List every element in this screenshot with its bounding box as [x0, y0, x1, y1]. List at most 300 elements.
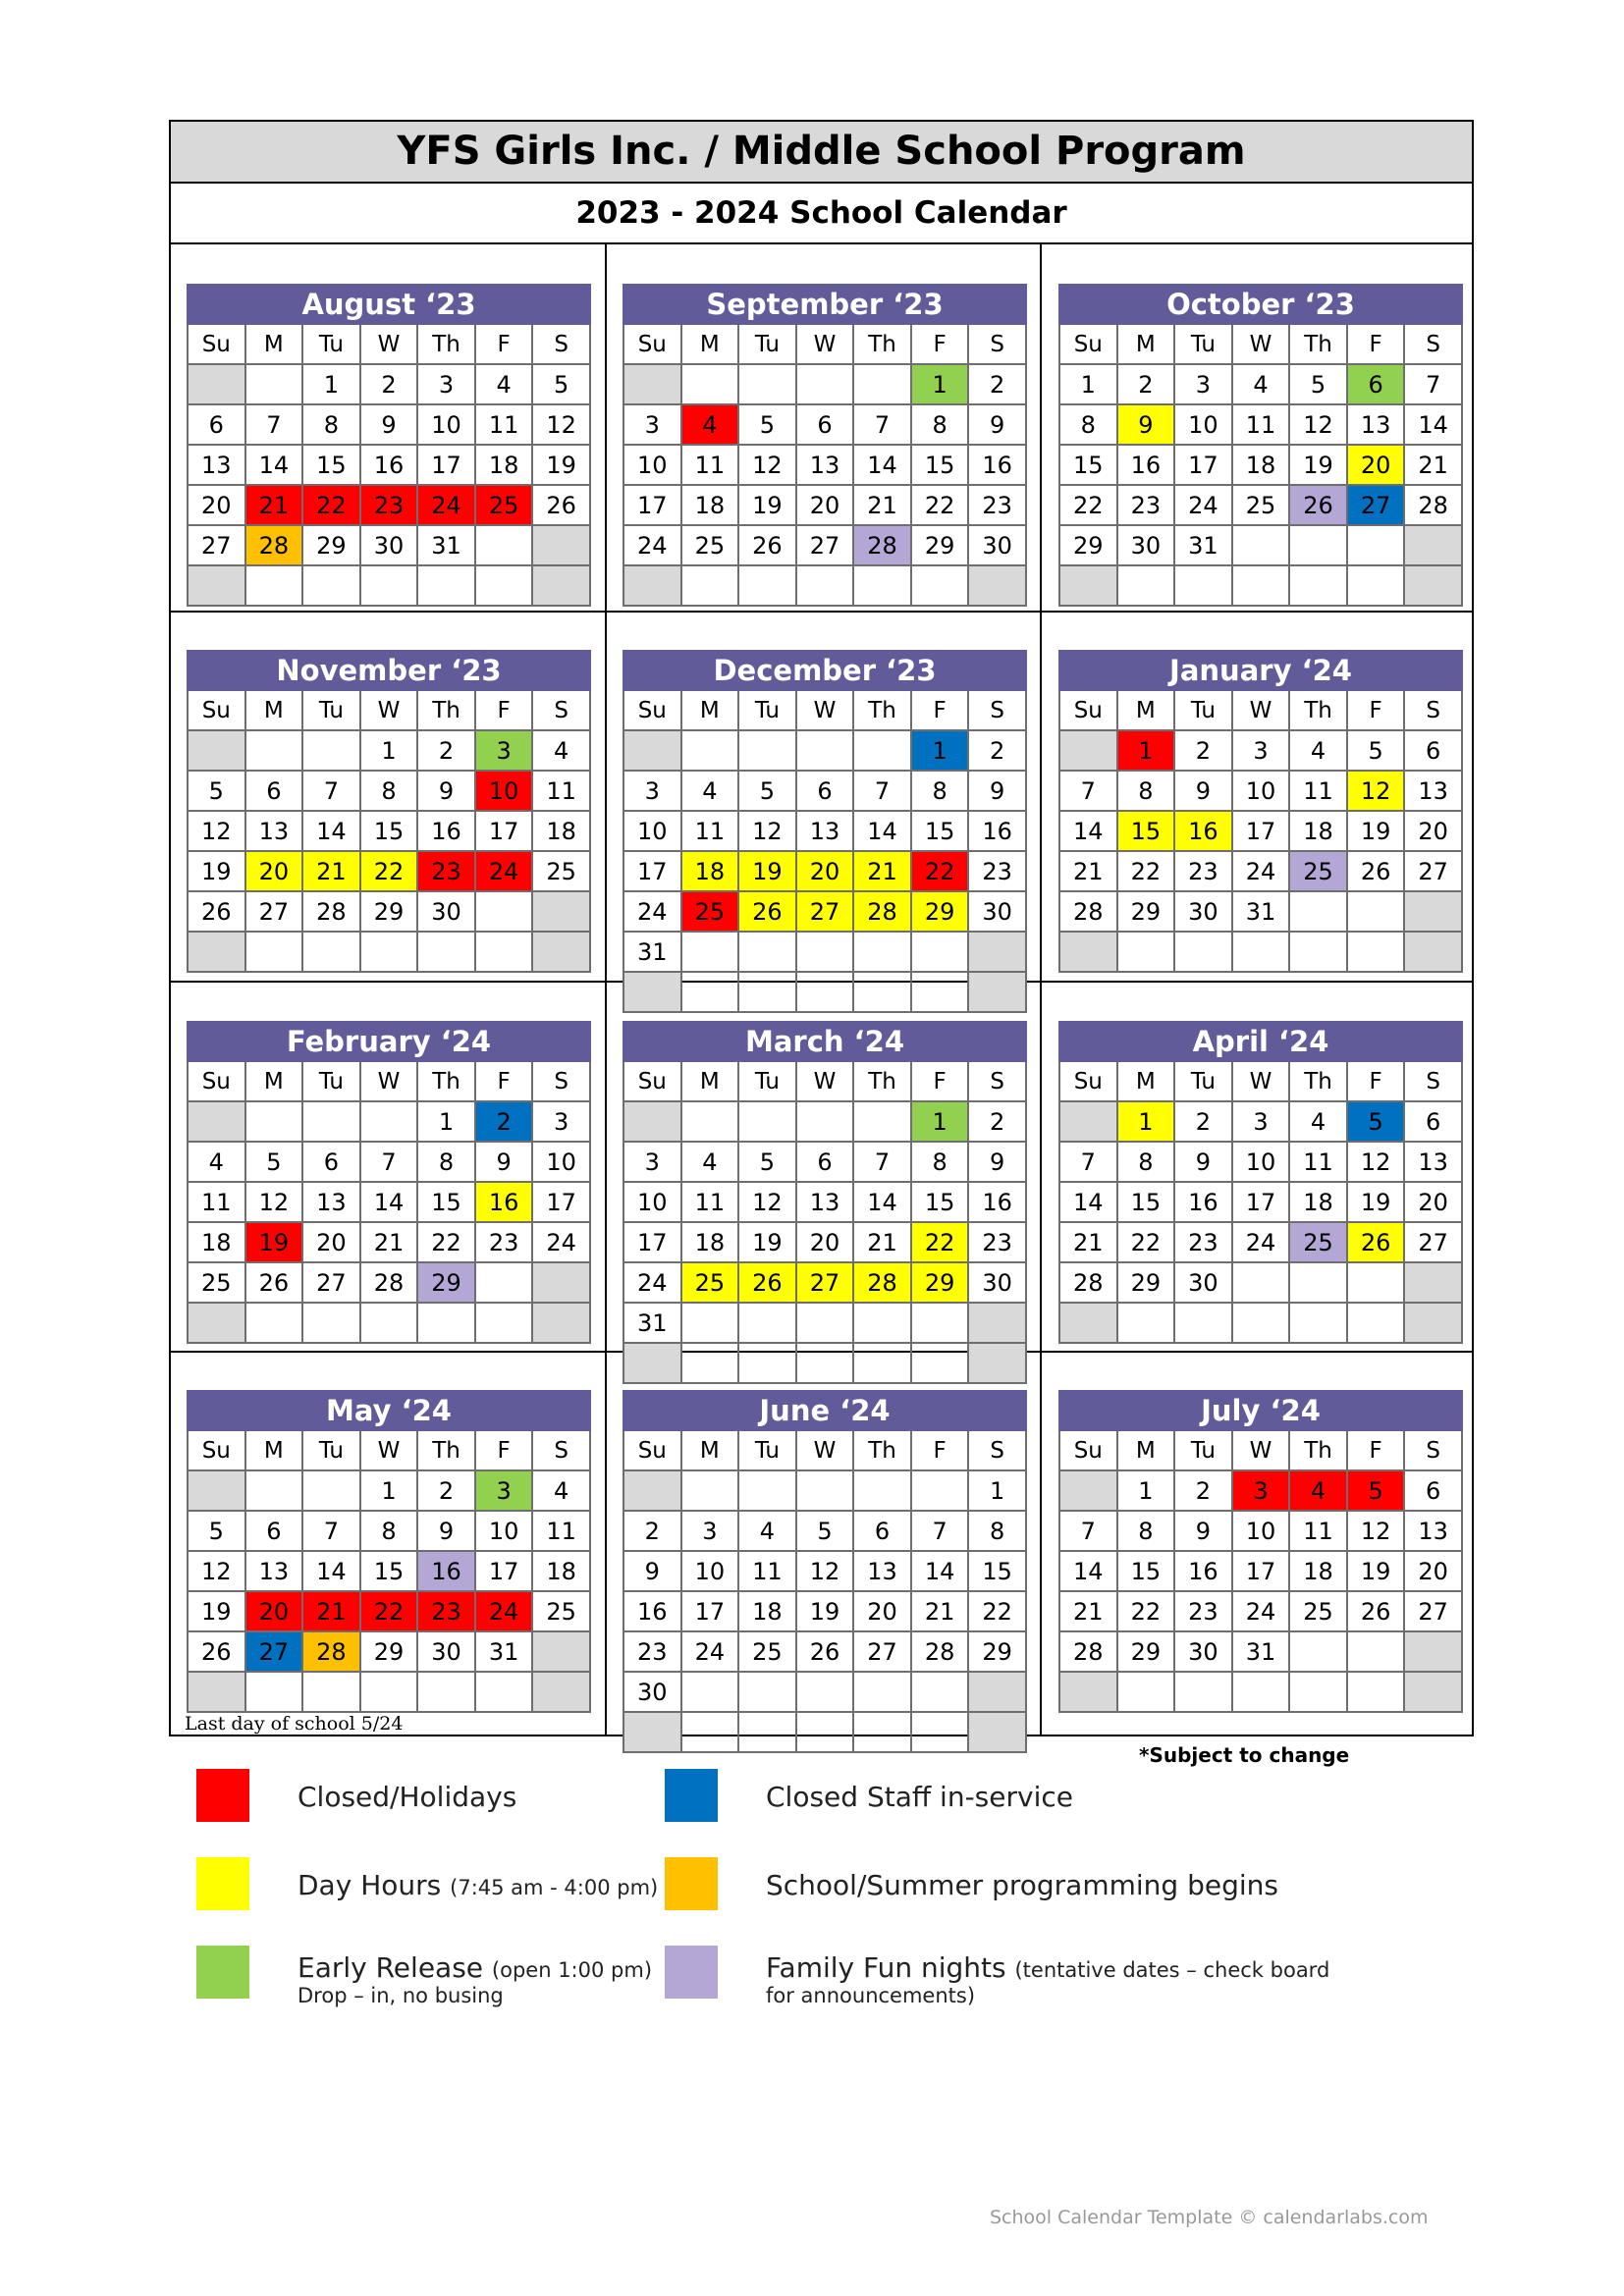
- empty-day-cell: [738, 972, 796, 1012]
- day-cell: 15: [1117, 1182, 1175, 1222]
- day-cell: 23: [417, 851, 475, 891]
- day-cell: 26: [1347, 851, 1405, 891]
- empty-day-cell: [302, 932, 360, 972]
- empty-day-cell: [623, 1712, 681, 1752]
- weekday-header: Su: [623, 1430, 681, 1470]
- day-cell: 27: [796, 1262, 854, 1303]
- day-cell: 8: [1117, 1142, 1175, 1182]
- day-cell: 24: [623, 525, 681, 565]
- day-cell: 21: [302, 851, 360, 891]
- day-cell: 10: [623, 1182, 681, 1222]
- day-cell: 23: [1174, 1591, 1232, 1631]
- empty-day-cell: [853, 1343, 911, 1383]
- empty-day-cell: [1289, 1631, 1347, 1672]
- weekday-header: S: [968, 1430, 1026, 1470]
- weekday-header: Su: [623, 690, 681, 730]
- day-cell: 13: [796, 1182, 854, 1222]
- day-cell: 8: [360, 1511, 418, 1551]
- day-cell: 28: [1059, 1262, 1117, 1303]
- weekday-header: W: [1232, 690, 1290, 730]
- empty-day-cell: [623, 565, 681, 606]
- day-cell: 25: [188, 1262, 245, 1303]
- month-calendar: [1058, 1390, 1463, 1713]
- empty-day-cell: [738, 1470, 796, 1511]
- weekday-header: Su: [188, 1430, 245, 1470]
- day-cell: 23: [1174, 851, 1232, 891]
- day-cell: 26: [738, 1262, 796, 1303]
- empty-day-cell: [1347, 932, 1405, 972]
- empty-day-cell: [738, 1343, 796, 1383]
- day-cell: 3: [1232, 730, 1290, 771]
- legend-swatch-family-fun: [665, 1946, 718, 1999]
- day-cell: 24: [1232, 1222, 1290, 1262]
- day-cell: 29: [911, 891, 969, 932]
- empty-day-cell: [1404, 525, 1462, 565]
- empty-day-cell: [681, 1672, 739, 1712]
- day-cell: 2: [968, 1101, 1026, 1142]
- legend-label: Day Hours: [298, 1869, 442, 1901]
- empty-day-cell: [1347, 1262, 1405, 1303]
- weekday-header: Tu: [1174, 324, 1232, 364]
- day-cell: 18: [681, 851, 739, 891]
- day-cell: 15: [911, 445, 969, 485]
- empty-day-cell: [738, 1712, 796, 1752]
- day-cell: 8: [911, 1142, 969, 1182]
- empty-day-cell: [475, 932, 533, 972]
- day-cell: 14: [1404, 404, 1462, 445]
- day-cell: 20: [796, 851, 854, 891]
- empty-day-cell: [623, 364, 681, 404]
- day-cell: 11: [681, 445, 739, 485]
- day-cell: 25: [1289, 1222, 1347, 1262]
- day-cell: 15: [911, 1182, 969, 1222]
- day-cell: 9: [968, 404, 1026, 445]
- day-cell: 28: [360, 1262, 418, 1303]
- day-cell: 12: [532, 404, 590, 445]
- day-cell: 27: [188, 525, 245, 565]
- day-cell: 18: [532, 1551, 590, 1591]
- weekday-header: Tu: [302, 324, 360, 364]
- day-cell: 20: [1404, 1551, 1462, 1591]
- empty-day-cell: [188, 565, 245, 606]
- empty-day-cell: [1347, 565, 1405, 606]
- day-cell: 30: [623, 1672, 681, 1712]
- day-cell: 28: [245, 525, 303, 565]
- day-cell: 9: [417, 771, 475, 811]
- day-cell: 22: [1117, 1222, 1175, 1262]
- day-cell: 13: [245, 1551, 303, 1591]
- day-cell: 23: [1174, 1222, 1232, 1262]
- weekday-header: M: [245, 1061, 303, 1101]
- weekday-header: W: [1232, 324, 1290, 364]
- day-cell: 31: [1174, 525, 1232, 565]
- day-cell: 4: [681, 771, 739, 811]
- month-title: August ‘23: [188, 285, 590, 324]
- day-cell: 7: [1059, 1142, 1117, 1182]
- day-cell: 21: [1404, 445, 1462, 485]
- day-cell: 22: [1117, 851, 1175, 891]
- day-cell: 16: [1174, 811, 1232, 851]
- day-cell: 21: [360, 1222, 418, 1262]
- day-cell: 11: [188, 1182, 245, 1222]
- weekday-header: W: [796, 324, 854, 364]
- weekday-header: Tu: [302, 1061, 360, 1101]
- day-cell: 8: [968, 1511, 1026, 1551]
- day-cell: 17: [532, 1182, 590, 1222]
- day-cell: 4: [681, 1142, 739, 1182]
- empty-day-cell: [1289, 891, 1347, 932]
- day-cell: 10: [1174, 404, 1232, 445]
- empty-day-cell: [681, 1712, 739, 1752]
- day-cell: 6: [302, 1142, 360, 1182]
- day-cell: 25: [1289, 1591, 1347, 1631]
- empty-day-cell: [738, 730, 796, 771]
- empty-day-cell: [968, 565, 1026, 606]
- day-cell: 19: [738, 851, 796, 891]
- day-cell: 16: [1117, 445, 1175, 485]
- day-cell: 3: [681, 1511, 739, 1551]
- day-cell: 24: [417, 485, 475, 525]
- day-cell: 12: [738, 811, 796, 851]
- day-cell: 9: [1174, 1511, 1232, 1551]
- day-cell: 24: [475, 1591, 533, 1631]
- day-cell: 5: [188, 771, 245, 811]
- day-cell: 6: [1347, 364, 1405, 404]
- day-cell: 6: [1404, 1101, 1462, 1142]
- day-cell: 27: [853, 1631, 911, 1672]
- day-cell: 30: [1174, 1631, 1232, 1672]
- empty-day-cell: [911, 932, 969, 972]
- day-cell: 10: [417, 404, 475, 445]
- day-cell: 17: [1232, 811, 1290, 851]
- day-cell: 11: [1289, 1142, 1347, 1182]
- day-cell: 21: [302, 1591, 360, 1631]
- day-cell: 4: [1289, 1470, 1347, 1511]
- day-cell: 14: [360, 1182, 418, 1222]
- day-cell: 18: [1232, 445, 1290, 485]
- day-cell: 25: [1289, 851, 1347, 891]
- weekday-header: Su: [188, 690, 245, 730]
- empty-day-cell: [1347, 1672, 1405, 1712]
- empty-day-cell: [1289, 1672, 1347, 1712]
- day-cell: 29: [1059, 525, 1117, 565]
- empty-day-cell: [1404, 1303, 1462, 1343]
- weekday-header: Tu: [1174, 1430, 1232, 1470]
- day-cell: 27: [245, 891, 303, 932]
- day-cell: 10: [623, 445, 681, 485]
- empty-day-cell: [1289, 932, 1347, 972]
- empty-day-cell: [911, 972, 969, 1012]
- legend-detail: (7:45 am - 4:00 pm): [450, 1876, 659, 1899]
- day-cell: 2: [417, 730, 475, 771]
- weekday-header: Su: [188, 324, 245, 364]
- weekday-header: S: [532, 1061, 590, 1101]
- weekday-header: F: [911, 690, 969, 730]
- day-cell: 18: [188, 1222, 245, 1262]
- empty-day-cell: [1059, 932, 1117, 972]
- day-cell: 18: [681, 485, 739, 525]
- day-cell: 5: [1347, 1101, 1405, 1142]
- weekday-header: Tu: [738, 1430, 796, 1470]
- weekday-header: F: [475, 324, 533, 364]
- month-title: September ‘23: [623, 285, 1026, 324]
- day-cell: 31: [1232, 1631, 1290, 1672]
- empty-day-cell: [681, 1470, 739, 1511]
- empty-day-cell: [1289, 1303, 1347, 1343]
- day-cell: 2: [417, 1470, 475, 1511]
- day-cell: 26: [532, 485, 590, 525]
- day-cell: 26: [245, 1262, 303, 1303]
- day-cell: 13: [1347, 404, 1405, 445]
- weekday-header: M: [681, 690, 739, 730]
- weekday-header: M: [245, 690, 303, 730]
- weekday-header: F: [1347, 1430, 1405, 1470]
- legend-line2: Drop – in, no busing: [298, 1984, 504, 2007]
- day-cell: 19: [532, 445, 590, 485]
- empty-day-cell: [1347, 525, 1405, 565]
- day-cell: 17: [475, 1551, 533, 1591]
- weekday-header: Tu: [302, 690, 360, 730]
- empty-day-cell: [475, 525, 533, 565]
- day-cell: 12: [796, 1551, 854, 1591]
- day-cell: 19: [1289, 445, 1347, 485]
- empty-day-cell: [911, 1712, 969, 1752]
- day-cell: 10: [475, 771, 533, 811]
- month-calendar: [1058, 1021, 1463, 1344]
- day-cell: 30: [417, 1631, 475, 1672]
- day-cell: 24: [1174, 485, 1232, 525]
- day-cell: 8: [1059, 404, 1117, 445]
- legend-swatch-closed: [196, 1769, 249, 1822]
- day-cell: 4: [1289, 1101, 1347, 1142]
- day-cell: 4: [1232, 364, 1290, 404]
- day-cell: 30: [417, 891, 475, 932]
- day-cell: 21: [1059, 1222, 1117, 1262]
- day-cell: 14: [853, 445, 911, 485]
- weekday-header: Th: [417, 1430, 475, 1470]
- day-cell: 15: [1059, 445, 1117, 485]
- day-cell: 8: [1117, 771, 1175, 811]
- empty-day-cell: [968, 1343, 1026, 1383]
- day-cell: 14: [911, 1551, 969, 1591]
- month-title: April ‘24: [1059, 1022, 1462, 1061]
- empty-day-cell: [796, 1470, 854, 1511]
- day-cell: 20: [796, 485, 854, 525]
- empty-day-cell: [738, 565, 796, 606]
- day-cell: 4: [738, 1511, 796, 1551]
- day-cell: 14: [302, 811, 360, 851]
- day-cell: 23: [968, 485, 1026, 525]
- day-cell: 28: [911, 1631, 969, 1672]
- weekday-header: Su: [623, 324, 681, 364]
- day-cell: 21: [853, 1222, 911, 1262]
- day-cell: 17: [623, 851, 681, 891]
- day-cell: 7: [911, 1511, 969, 1551]
- day-cell: 29: [1117, 891, 1175, 932]
- empty-day-cell: [853, 1303, 911, 1343]
- day-cell: 19: [796, 1591, 854, 1631]
- day-cell: 10: [475, 1511, 533, 1551]
- day-cell: 29: [911, 1262, 969, 1303]
- weekday-header: W: [360, 1061, 418, 1101]
- empty-day-cell: [417, 565, 475, 606]
- empty-day-cell: [188, 730, 245, 771]
- month-calendar: [187, 1390, 591, 1713]
- day-cell: 14: [1059, 1182, 1117, 1222]
- day-cell: 9: [1117, 404, 1175, 445]
- empty-day-cell: [188, 1470, 245, 1511]
- empty-day-cell: [681, 730, 739, 771]
- day-cell: 30: [968, 1262, 1026, 1303]
- day-cell: 2: [1174, 730, 1232, 771]
- empty-day-cell: [1404, 1672, 1462, 1712]
- day-cell: 7: [302, 771, 360, 811]
- day-cell: 14: [245, 445, 303, 485]
- weekday-header: Th: [1289, 324, 1347, 364]
- day-cell: 6: [245, 1511, 303, 1551]
- empty-day-cell: [681, 972, 739, 1012]
- day-cell: 27: [796, 891, 854, 932]
- empty-day-cell: [1404, 932, 1462, 972]
- row-divider-1: [171, 611, 1472, 613]
- day-cell: 28: [853, 891, 911, 932]
- day-cell: 9: [360, 404, 418, 445]
- day-cell: 12: [188, 1551, 245, 1591]
- empty-day-cell: [853, 1101, 911, 1142]
- weekday-header: Th: [1289, 1061, 1347, 1101]
- weekday-header: F: [475, 690, 533, 730]
- empty-day-cell: [853, 1712, 911, 1752]
- day-cell: 7: [1404, 364, 1462, 404]
- empty-day-cell: [681, 932, 739, 972]
- empty-day-cell: [302, 1303, 360, 1343]
- empty-day-cell: [623, 1343, 681, 1383]
- day-cell: 14: [1059, 811, 1117, 851]
- day-cell: 4: [188, 1142, 245, 1182]
- empty-day-cell: [475, 891, 533, 932]
- day-cell: 21: [853, 485, 911, 525]
- empty-day-cell: [623, 730, 681, 771]
- empty-day-cell: [360, 1672, 418, 1712]
- day-cell: 17: [1174, 445, 1232, 485]
- day-cell: 19: [188, 1591, 245, 1631]
- empty-day-cell: [853, 364, 911, 404]
- day-cell: 30: [1174, 891, 1232, 932]
- day-cell: 20: [188, 485, 245, 525]
- empty-day-cell: [796, 730, 854, 771]
- weekday-header: Th: [853, 324, 911, 364]
- empty-day-cell: [796, 932, 854, 972]
- day-cell: 5: [1347, 730, 1405, 771]
- empty-day-cell: [681, 1343, 739, 1383]
- empty-day-cell: [360, 1101, 418, 1142]
- weekday-header: F: [911, 1061, 969, 1101]
- legend-label: Closed Staff in-service: [766, 1781, 1073, 1813]
- day-cell: 11: [532, 1511, 590, 1551]
- day-cell: 2: [968, 364, 1026, 404]
- day-cell: 27: [796, 525, 854, 565]
- day-cell: 11: [681, 1182, 739, 1222]
- weekday-header: M: [1117, 1430, 1175, 1470]
- legend-item-closed: [298, 1781, 516, 1813]
- day-cell: 9: [1174, 771, 1232, 811]
- day-cell: 26: [1347, 1222, 1405, 1262]
- month-calendar: [623, 650, 1027, 1013]
- weekday-header: Su: [1059, 690, 1117, 730]
- day-cell: 26: [188, 891, 245, 932]
- day-cell: 26: [1289, 485, 1347, 525]
- empty-day-cell: [417, 1672, 475, 1712]
- empty-day-cell: [1347, 1303, 1405, 1343]
- day-cell: 11: [681, 811, 739, 851]
- empty-day-cell: [796, 1712, 854, 1752]
- weekday-header: Su: [623, 1061, 681, 1101]
- empty-day-cell: [532, 891, 590, 932]
- empty-day-cell: [1059, 1672, 1117, 1712]
- day-cell: 18: [681, 1222, 739, 1262]
- weekday-header: Tu: [302, 1430, 360, 1470]
- empty-day-cell: [188, 364, 245, 404]
- day-cell: 5: [1289, 364, 1347, 404]
- day-cell: 29: [302, 525, 360, 565]
- legend-detail: (open 1:00 pm): [491, 1958, 653, 1982]
- month-title: February ‘24: [188, 1022, 590, 1061]
- day-cell: 30: [360, 525, 418, 565]
- day-cell: 24: [1232, 851, 1290, 891]
- day-cell: 11: [1232, 404, 1290, 445]
- weekday-header: F: [1347, 1061, 1405, 1101]
- month-calendar: [187, 650, 591, 973]
- empty-day-cell: [796, 1101, 854, 1142]
- empty-day-cell: [1059, 1303, 1117, 1343]
- legend-item-day-hours: [298, 1869, 658, 1901]
- weekday-header: W: [360, 690, 418, 730]
- day-cell: 16: [475, 1182, 533, 1222]
- day-cell: 16: [623, 1591, 681, 1631]
- empty-day-cell: [532, 932, 590, 972]
- empty-day-cell: [911, 1470, 969, 1511]
- day-cell: 13: [188, 445, 245, 485]
- weekday-header: F: [1347, 690, 1405, 730]
- day-cell: 27: [302, 1262, 360, 1303]
- empty-day-cell: [245, 565, 303, 606]
- day-cell: 22: [911, 1222, 969, 1262]
- day-cell: 2: [623, 1511, 681, 1551]
- empty-day-cell: [681, 565, 739, 606]
- weekday-header: W: [796, 1061, 854, 1101]
- month-calendar: [187, 1021, 591, 1344]
- day-cell: 1: [1059, 364, 1117, 404]
- empty-day-cell: [1404, 1262, 1462, 1303]
- weekday-header: S: [968, 324, 1026, 364]
- legend-line2: for announcements): [766, 1984, 976, 2007]
- day-cell: 13: [302, 1182, 360, 1222]
- empty-day-cell: [796, 565, 854, 606]
- day-cell: 5: [738, 771, 796, 811]
- day-cell: 9: [475, 1142, 533, 1182]
- day-cell: 3: [1232, 1470, 1290, 1511]
- day-cell: 30: [968, 891, 1026, 932]
- empty-day-cell: [968, 1712, 1026, 1752]
- day-cell: 14: [1059, 1551, 1117, 1591]
- empty-day-cell: [302, 1470, 360, 1511]
- weekday-header: Th: [1289, 1430, 1347, 1470]
- day-cell: 22: [911, 851, 969, 891]
- day-cell: 1: [911, 730, 969, 771]
- legend-label: Early Release: [298, 1951, 484, 1984]
- empty-day-cell: [302, 1672, 360, 1712]
- day-cell: 11: [738, 1551, 796, 1591]
